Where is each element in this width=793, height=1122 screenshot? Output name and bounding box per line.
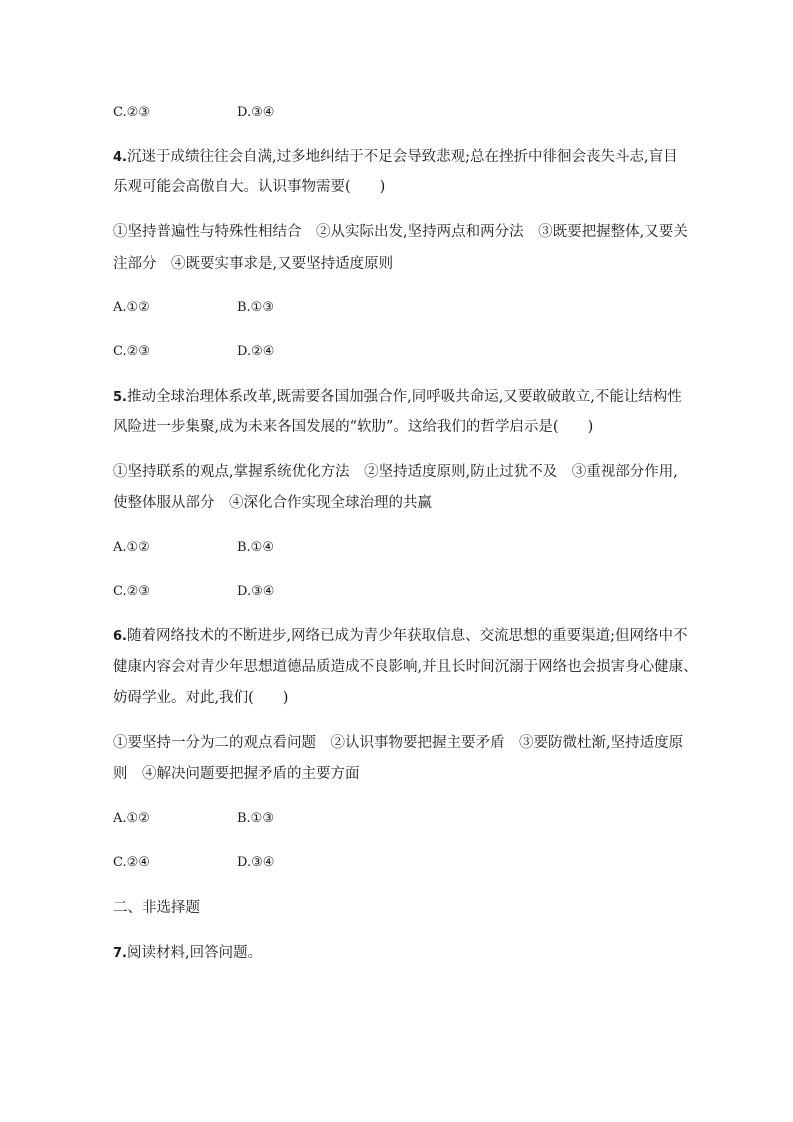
q6-option-d: D.③④	[237, 855, 275, 870]
q7-number: 7.	[113, 946, 127, 961]
q4-stem-line-1: 4.沉迷于成绩往往会自满,过多地纠结于不足会导致悲观;总在挫折中徘徊会丧失斗志,盲目	[113, 149, 678, 165]
q6-number: 6.	[113, 629, 127, 644]
q4-statements-line-2: 注部分 ④既要实事求是,又要坚持适度原则	[113, 256, 394, 272]
section-title: 二、非选择题	[113, 900, 200, 916]
q6-option-b: B.①③	[237, 811, 274, 826]
q5-option-b: B.①④	[237, 540, 274, 555]
q6-statements-line-1: ①要坚持一分为二的观点看问题 ②认识事物要把握主要矛盾 ③要防微杜渐,坚持适度原	[113, 735, 684, 751]
q5-statements-line-1: ①坚持联系的观点,掌握系统优化方法 ②坚持适度原则,防止过犹不及 ③重视部分作用,	[113, 464, 678, 480]
q3-option-c: C.②③	[113, 105, 150, 120]
q3-option-d: D.③④	[237, 105, 275, 120]
q5-number: 5.	[113, 390, 127, 405]
q4-stem-line-2: 乐观可能会高傲自大。认识事物需要( )	[113, 179, 386, 195]
q4-option-d: D.②④	[237, 344, 275, 359]
q4-option-a: A.①②	[113, 300, 150, 315]
q5-stem-line-1: 5.推动全球治理体系改革,既需要各国加强合作,同呼吸共命运,又要敢破敢立,不能让结构性	[113, 389, 682, 405]
q4-number: 4.	[113, 150, 127, 165]
q6-option-a: A.①②	[113, 811, 150, 826]
q4-option-c: C.②③	[113, 344, 150, 359]
q4-option-b: B.①③	[237, 300, 274, 315]
q5-option-a: A.①②	[113, 540, 150, 555]
q5-option-d: D.③④	[237, 584, 275, 599]
q6-stem-line-3: 妨碍学业。对此,我们( )	[113, 690, 289, 706]
q6-stem-line-1: 6.随着网络技术的不断进步,网络已成为青少年获取信息、交流思想的重要渠道;但网络中不	[113, 628, 688, 644]
q5-statements-line-2: 使整体服从部分 ④深化合作实现全球治理的共赢	[113, 495, 432, 511]
q5-stem-line-2: 风险进一步集聚,成为未来各国发展的“软肋”。这给我们的哲学启示是( )	[113, 419, 594, 435]
q6-option-c: C.②④	[113, 855, 150, 870]
q6-statements-line-2: 则 ④解决问题要把握矛盾的主要方面	[113, 766, 360, 782]
q5-option-c: C.②③	[113, 584, 150, 599]
q6-stem-line-2: 健康内容会对青少年思想道德品质造成不良影响,并且长时间沉溺于网络也会损害身心健康、	[113, 659, 698, 675]
q4-statements-line-1: ①坚持普遍性与特殊性相结合 ②从实际出发,坚持两点和两分法 ③既要把握整体,又要关	[113, 224, 688, 240]
q7-stem-line-1: 7.阅读材料,回答问题。	[113, 945, 263, 961]
